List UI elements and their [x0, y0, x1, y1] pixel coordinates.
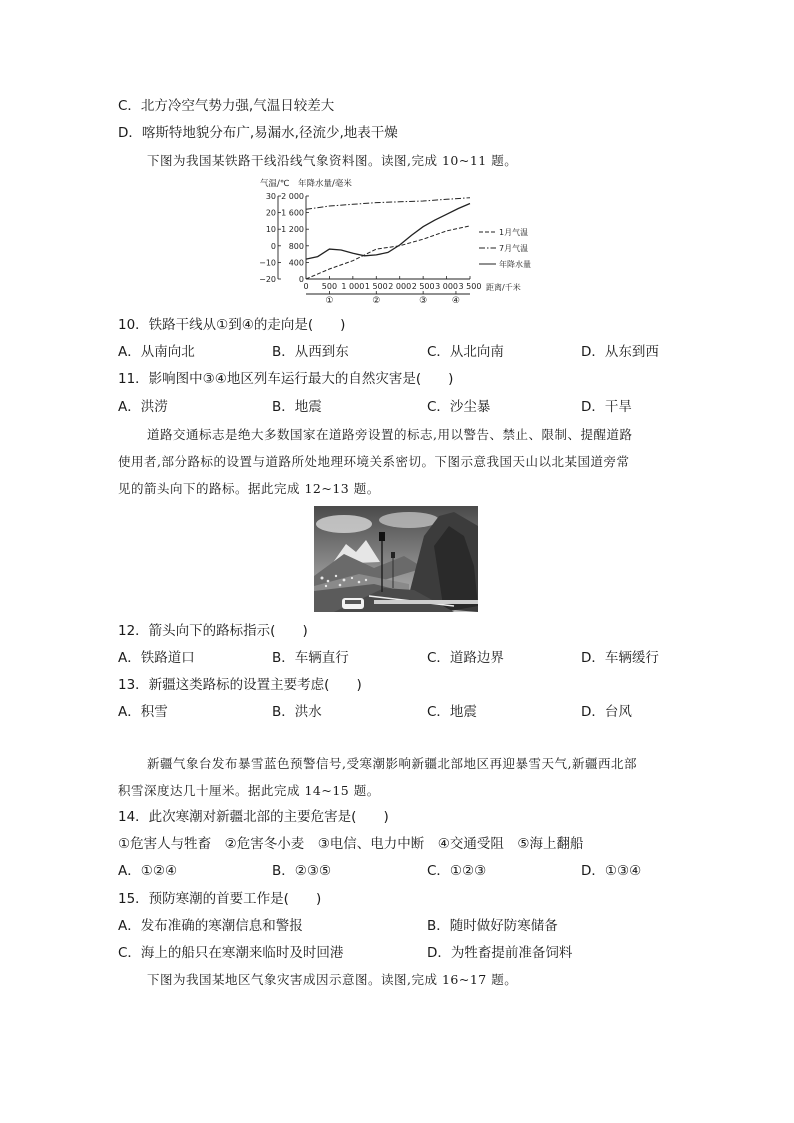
x-tick-label: 0 [303, 282, 309, 291]
q14-option-b: B．②③⑤ [272, 863, 332, 879]
q11-option-a: A．洪涝 [118, 399, 168, 415]
y-right-tick-label: 0 [298, 275, 304, 284]
legend-label: 1月气温 [499, 228, 529, 237]
x-tick-label: 2 000 [388, 282, 412, 291]
y-left-tick-label: 0 [270, 241, 276, 251]
chart-svg [258, 176, 548, 306]
intro-10-11: 下图为我国某铁路干线沿线气象资料图。读图,完成 10~11 题。 [147, 153, 518, 168]
x-tick-label: 3 500 [458, 282, 482, 291]
y-right-tick-label: 400 [288, 258, 304, 268]
legend-label: 7月气温 [499, 244, 529, 253]
q13-stem: 13．新疆这类路标的设置主要考虑( ) [118, 677, 362, 693]
q15-option-c: C．海上的船只在寒潮来临时及时回港 [118, 945, 344, 961]
q11-stem: 11．影响图中③④地区列车运行最大的自然灾害是( ) [118, 371, 454, 387]
x-tick-label: 500 [321, 282, 338, 291]
y-right-tick-label: 800 [288, 241, 304, 251]
series-line-2 [306, 198, 470, 210]
q15-option-b: B．随时做好防寒储备 [427, 918, 558, 934]
q12-option-c: C．道路边界 [427, 650, 504, 666]
q10-option-d: D．从东到西 [581, 344, 659, 360]
legend-label: 年降水量 [499, 260, 531, 269]
y-right-axis-label: 年降水量/毫米 [298, 179, 352, 189]
q10-option-b: B．从西到东 [272, 344, 349, 360]
q13-option-c: C．地震 [427, 704, 477, 720]
q14-option-a: A．①②④ [118, 863, 178, 879]
x-tick-label: 1 000 [341, 282, 365, 291]
y-left-tick-label: −20 [259, 275, 276, 284]
y-left-axis-label: 气温/℃ [260, 179, 290, 189]
intro-12-13-line3: 见的箭头向下的路标。据此完成 12~13 题。 [118, 481, 380, 496]
q12-stem: 12．箭头向下的路标指示( ) [118, 623, 308, 639]
road-sign-photo [314, 506, 478, 612]
q15-option-a: A．发布准确的寒潮信息和警报 [118, 918, 303, 934]
railway-climate-chart [258, 176, 548, 306]
series-line-3 [306, 204, 470, 260]
q14-stem: 14．此次寒潮对新疆北部的主要危害是( ) [118, 809, 389, 825]
q15-option-d: D．为牲畜提前准备饲料 [427, 945, 573, 961]
q12-option-b: B．车辆直行 [272, 650, 349, 666]
x-tick-label: 2 500 [411, 282, 435, 291]
q14-option-c: C．①②③ [427, 863, 487, 879]
x-tick-label: 1 500 [364, 282, 388, 291]
q12-option-a: A．铁路道口 [118, 650, 195, 666]
q13-option-a: A．积雪 [118, 704, 168, 720]
intro-12-13-line2: 使用者,部分路标的设置与道路所处地理环境关系密切。下图示意我国天山以北某国道旁常 [118, 454, 630, 469]
q10-stem: 10．铁路干线从①到④的走向是( ) [118, 317, 346, 333]
x-tick-label: 3 000 [435, 282, 459, 291]
road-sign-photo-art [314, 506, 478, 612]
y-left-tick-label: 10 [265, 225, 276, 235]
segment-marker-label: ① [325, 296, 334, 306]
segment-marker-label: ③ [419, 296, 428, 306]
intro-12-13-line1: 道路交通标志是绝大多数国家在道路旁设置的标志,用以警告、禁止、限制、提醒道路 [147, 427, 633, 442]
intro-16-17: 下图为我国某地区气象灾害成因示意图。读图,完成 16~17 题。 [147, 972, 518, 987]
y-right-tick-label: 1 600 [281, 208, 304, 218]
q13-option-d: D．台风 [581, 704, 632, 720]
q9-option-d: D．喀斯特地貌分布广,易漏水,径流少,地表干燥 [118, 125, 398, 141]
q14-option-d: D．①③④ [581, 863, 642, 879]
y-right-tick-label: 1 200 [281, 225, 304, 235]
q13-option-b: B．洪水 [272, 704, 322, 720]
intro-14-15-line2: 积雪深度达几十厘米。据此完成 14~15 题。 [118, 783, 380, 798]
q11-option-d: D．干旱 [581, 399, 632, 415]
intro-14-15-line1: 新疆气象台发布暴雪蓝色预警信号,受寒潮影响新疆北部地区再迎暴雪天气,新疆西北部 [147, 756, 637, 771]
q10-option-a: A．从南向北 [118, 344, 195, 360]
y-left-tick-label: 20 [265, 208, 276, 218]
q9-option-c: C．北方冷空气势力强,气温日较差大 [118, 98, 335, 114]
q14-items: ①危害人与牲畜 ②危害冬小麦 ③电信、电力中断 ④交通受阻 ⑤海上翻船 [118, 836, 584, 852]
y-right-tick-label: 2 000 [281, 192, 304, 201]
q11-option-b: B．地震 [272, 399, 322, 415]
y-left-tick-label: −10 [259, 258, 276, 268]
segment-marker-label: ② [372, 296, 381, 306]
segment-marker-label: ④ [451, 296, 460, 306]
q10-option-c: C．从北向南 [427, 344, 504, 360]
q11-option-c: C．沙尘暴 [427, 399, 491, 415]
q12-option-d: D．车辆缓行 [581, 650, 659, 666]
x-axis-label: 距离/千米 [486, 283, 521, 292]
y-left-tick-label: 30 [265, 192, 276, 201]
q15-stem: 15．预防寒潮的首要工作是( ) [118, 891, 322, 907]
